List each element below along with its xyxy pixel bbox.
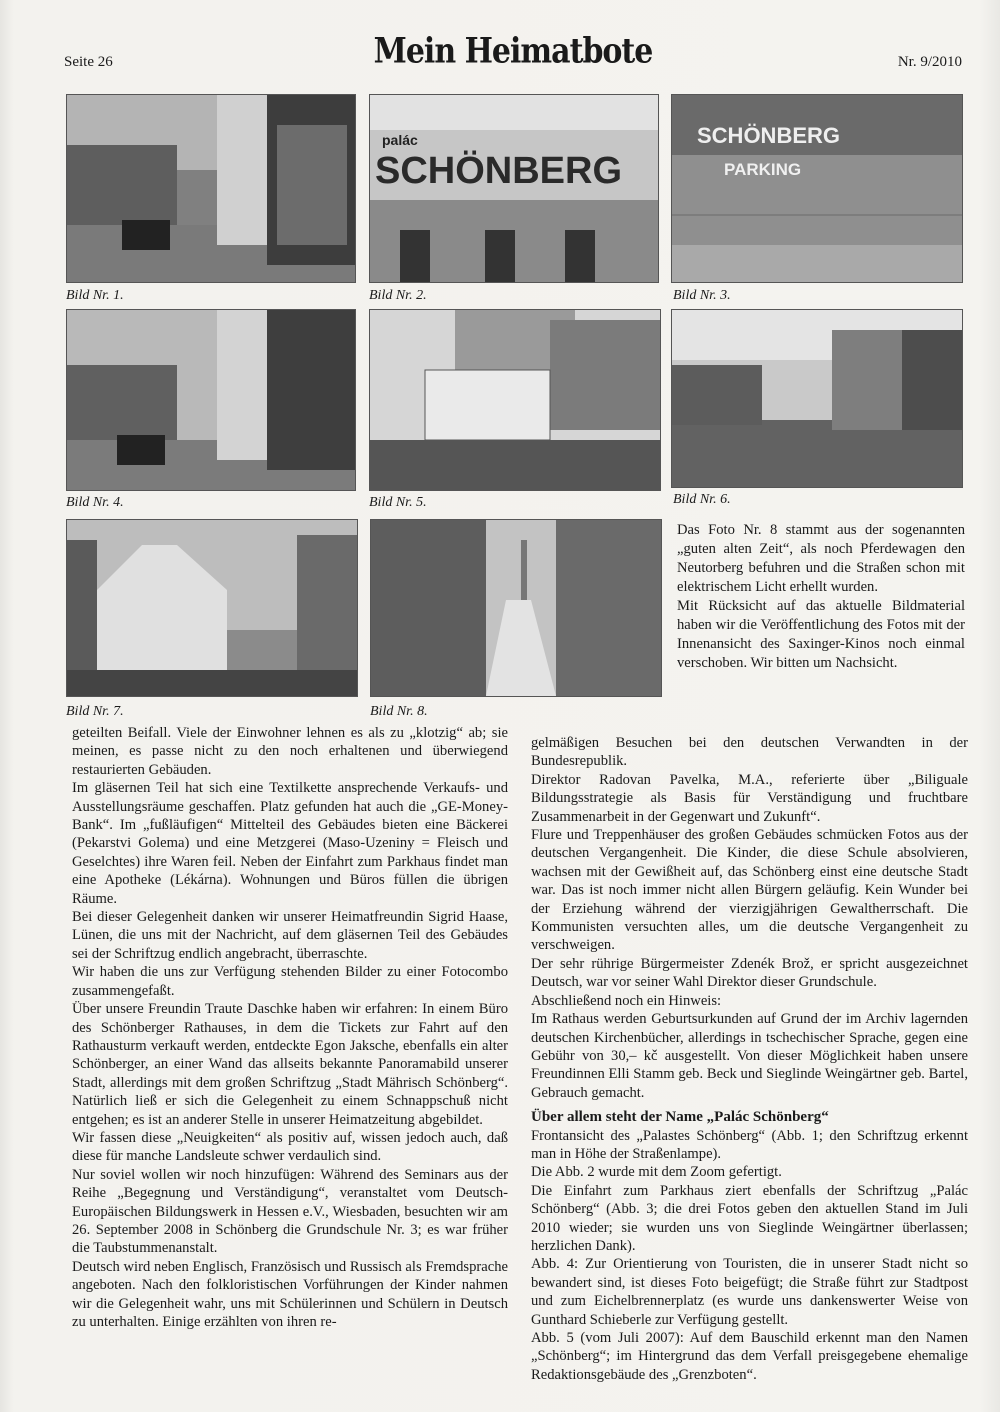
- left-column: [72, 724, 508, 1331]
- paragraph: gelmäßigen Besuchen bei den deutschen Verwandten in der Bundesrepublik.: [531, 735, 968, 770]
- photo-4: [66, 309, 356, 491]
- photo-5: [369, 309, 661, 491]
- photo-1-image: [67, 95, 355, 282]
- paragraph: Abb. 4: Zur Orientierung von Touristen, die in unserer Stadt nicht so bewandert sind, ist dieses Foto beigefügt; die Straße führt zur Stadtpost und zum Eichelbrennerplatz (es wurde uns dankenswerter Weise von Gunthard Schieberle zur Verfügung gestellt.: [531, 1256, 968, 1328]
- paragraph: Bei dieser Gelegenheit danken wir unserer Heimatfreundin Sigrid Haase, Lünen, die uns mit der Nachricht, auf dem gläsernen Teil des Gebäudes sei der Schriftzug endlich angebracht, überraschte.: [72, 909, 508, 962]
- paragraph: Wir fassen diese „Neuigkeiten“ als positiv auf, wissen jedoch auch, daß diese für manche Landsleute schwer verdaulich sind.: [72, 1129, 508, 1165]
- sign-parking-text: PARKING: [724, 160, 802, 179]
- caption-6: Bild Nr. 6.: [673, 492, 731, 507]
- photo-4-image: [67, 310, 355, 490]
- photo-2: [369, 94, 659, 283]
- paragraph: Über unsere Freundin Traute Daschke haben wir erfahren: In einem Büro des Schönberger Rathauses, in dem die Tickets zur Fahrt auf den Rathausturm verkauft werden, entdeckte Egon Jaksche, ebenfalls ein alter Schönberger, an einer Wand das allseits bekannte Panoramabild unserer Stadt, allerdings mit dem großen Schriftzug „Stadt Mährisch Schönberg“. Natürlich ließ er sich die Gelegenheit zu einem Schnappschuß nicht entgehen; es ist an anderer Stelle in unserer Heimatzeitung abgebildet.: [72, 1001, 508, 1128]
- sign-schonberg-text: SCHÖNBERG: [375, 150, 623, 192]
- paragraph: Im gläsernen Teil hat sich eine Textilkette ansprechende Verkaufs- und Ausstellungsräume geschaffen. Platz gefunden hat auch die „GE-Money-Bank“. Im „fußläufigen“ Mittelteil des Gebäudes bieten eine Bäckerei (Pekarstvi Golema) und eine Metzgerei (Maso-Uzeniny = Fleisch und Geselchtes) ihre Waren feil. Neben der Einfahrt zum Parkhaus findet man eine Apotheke (Lékárna). Wohnungen und Büros füllen die übrigen Räume.: [72, 780, 508, 907]
- paragraph: Der sehr rührige Bürgermeister Zdenék Brož, er spricht ausgezeichnet Deutsch, war vor seiner Wahl Direktor dieser Grundschule.: [531, 955, 968, 991]
- section-heading: Über allem steht der Name „Palác Schönberg“: [531, 1109, 829, 1126]
- photo-1: [66, 94, 356, 283]
- photo-8-image: [371, 520, 661, 696]
- caption-5: Bild Nr. 5.: [369, 495, 427, 510]
- paragraph: Die Abb. 2 wurde mit dem Zoom gefertigt.: [531, 1164, 782, 1181]
- page-header: [64, 32, 962, 76]
- sign-schonberg-text-3: SCHÖNBERG: [697, 123, 841, 148]
- photo-6-image: [672, 310, 962, 487]
- caption-3: Bild Nr. 3.: [673, 288, 731, 303]
- issue-number: Nr. 9/2010: [897, 54, 962, 70]
- caption-1: Bild Nr. 1.: [66, 288, 124, 303]
- photo-8: [370, 519, 662, 697]
- page-number: Seite 26: [64, 54, 113, 70]
- paragraph: Nur soviel wollen wir noch hinzufügen: Während des Seminars aus der Reihe „Begegnung und Verständigung“, veranstaltet vom Deutsch-Europäischen Bildungswerk in Hessen e.V., Wiesbaden, besuchten wir am 26. September 2008 in Schönberg die Grundschule Nr. 3; es war früher die Taubstummenanstalt.: [72, 1166, 508, 1257]
- photo-7-image: [67, 520, 357, 696]
- right-column: [531, 734, 968, 1384]
- photo-5-image: [370, 310, 660, 490]
- note-paragraph: Das Foto Nr. 8 stammt aus der sogenannten „guten alten Zeit“, als noch Pferdewagen den Neutorberg befuhren und die Straßen schon mit elektrischem Licht erhellt wurden.: [677, 522, 965, 595]
- paragraph: Im Rathaus werden Geburtsurkunden auf Grund der im Archiv lagernden deutschen Kirchenbücher, allerdings in tschechischer Sprache, gegen eine Gebühr von 30,– kč ausgestellt. Von dieser Möglichkeit haben unsere Freundinnen Elli Stamm geb. Beck und Sieglinde Weingärtner geb. Bartel, Gebrauch gemacht.: [531, 1011, 968, 1101]
- paragraph: Wir haben die uns zur Verfügung stehenden Bilder zu einer Fotocombo zusammengefaßt.: [72, 964, 508, 999]
- note-paragraph: Mit Rücksicht auf das aktuelle Bildmaterial haben wir die Veröffentlichung des Fotos mit der Innenansicht des Saxinger-Kinos noch einmal verschoben. Wir bitten um Nachsicht.: [677, 598, 965, 671]
- photo-note: [677, 521, 965, 673]
- paragraph: Abschließend noch ein Hinweis:: [531, 992, 722, 1009]
- paragraph: geteilten Beifall. Viele der Einwohner lehnen es als zu „klotzig“ ab; sie meinen, es passe nicht zu den noch erhaltenen und überwiegend restaurierten Gebäuden.: [72, 725, 508, 778]
- photo-6: [671, 309, 963, 488]
- caption-4: Bild Nr. 4.: [66, 495, 124, 510]
- photo-3: [671, 94, 963, 283]
- paragraph: Die Einfahrt zum Parkhaus ziert ebenfalls der Schriftzug „Palác Schönberg“ (Abb. 3; die drei Fotos geben den aktuellen Stand im Juli 2010 wieder; sie wurden uns von Sieglinde Weingärtner überlassen; herzlichen Dank).: [531, 1182, 968, 1254]
- photo-3-image: [672, 95, 962, 282]
- paragraph: Frontansicht des „Palastes Schönberg“ (Abb. 1; den Schriftzug erkennt man in Höhe der Straßenlampe).: [531, 1127, 968, 1162]
- caption-7: Bild Nr. 7.: [66, 704, 124, 719]
- caption-2: Bild Nr. 2.: [369, 288, 427, 303]
- paragraph: Flure und Treppenhäuser des großen Gebäudes schmücken Fotos aus der deutschen Vergangenheit. Die Kinder, die diese Schule absolvieren, wachsen mit der Gewißheit auf, das Schönberg einst eine deutsche Stadt war. Das ist noch immer nicht allen Bürgern geläufig. Kein Wunder bei der Erziehung während der vierzigjährigen Gewaltherrschaft. Die Kommunisten versuchten alles, um die deutsche Vergangenheit zu verschweigen.: [531, 827, 968, 954]
- paragraph: Direktor Radovan Pavelka, M.A., referierte über „Biliguale Bildungsstrategie als Basis für Verständigung und fruchtbare Zusammenarbeit in der Gegenwart und Zukunft“.: [531, 771, 968, 825]
- photo-2-image: [370, 95, 658, 282]
- caption-8: Bild Nr. 8.: [370, 704, 428, 719]
- masthead: Mein Heimatbote: [373, 31, 653, 72]
- sign-palac-text: paláс: [382, 132, 418, 148]
- paragraph: Deutsch wird neben Englisch, Französisch und Russisch als Fremdsprache angeboten. Nach den folkloristischen Vorführungen der Kinder nahmen wir die Gelegenheit wahr, uns mit Schülerinnen und Schülern in Deutsch zu unterhalten. Einige erzählten von ihren re-: [72, 1258, 508, 1330]
- paragraph: Abb. 5 (vom Juli 2007): Auf dem Bauschild erkennt man den Namen „Schönberg“; im Hintergrund das dem Verfall preisgegebene ehemalige Redaktionsgebäude des „Grenzboten“.: [531, 1330, 968, 1383]
- photo-7: [66, 519, 358, 697]
